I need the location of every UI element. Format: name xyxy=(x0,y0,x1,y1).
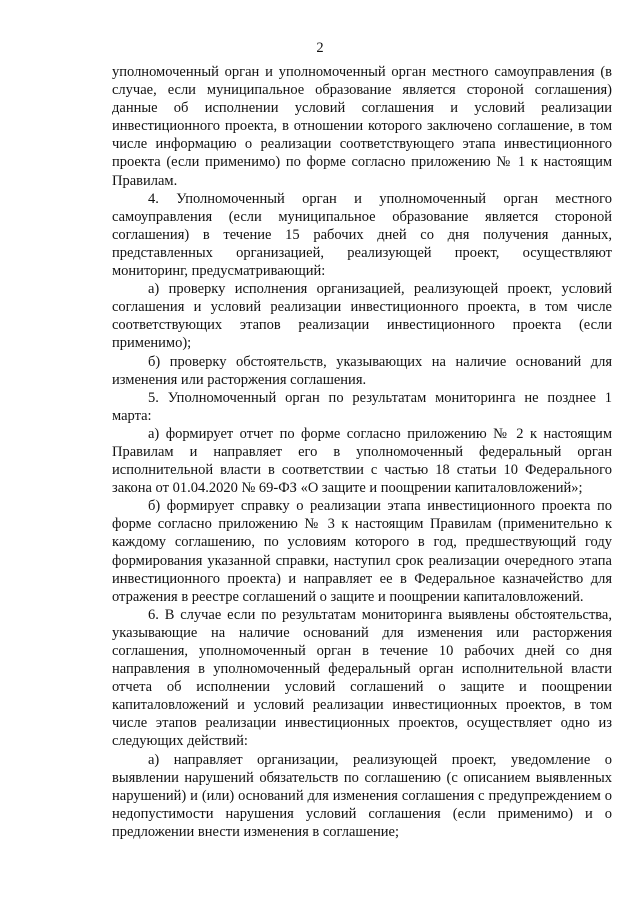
document-body xyxy=(112,63,612,841)
paragraph-item-4a: а) проверку исполнения организацией, реализующей проект, условий соглашения и условий реализации инвестиционного проекта, в том числе соответствующих этапов реализации инвестиционного проекта (если применимо); xyxy=(112,281,612,352)
paragraph-item-5: 5. Уполномоченный орган по результатам мониторинга не позднее 1 марта: xyxy=(112,389,612,424)
paragraph-item-5a: а) формирует отчет по форме согласно приложению № 2 к настоящим Правилам и направляет его в уполномоченный федеральный орган исполнительной власти в соответствии с частью 18 статьи 10 Федерального закона от 01.04.2020 № 69-ФЗ «О защите и поощрении капиталовложений»; xyxy=(112,425,612,497)
paragraph-item-5b: б) формирует справку о реализации этапа инвестиционного проекта по форме согласно приложению № 3 к настоящим Правилам (применительно к каждому соглашению, по условиям которого в год, предшествующий году формирования указанной справки, наступил срок реализации очередного этапа инвестиционного проекта) и направляет ее в Федеральное казначейство для отражения в реестре соглашений о защите и поощрении капиталовложений. xyxy=(112,498,612,605)
paragraph-continuation: уполномоченный орган и уполномоченный орган местного самоуправления (в случае, если муниципальное образование является стороной соглашения) данные об исполнении условий соглашения и условий реализации инвестиционного проекта, в отношении которого заключено соглашение, в том числе информацию о реализации соответствующего этапа инвестиционного проекта (если применимо) по форме согласно приложению № 1 к настоящим Правилам. xyxy=(112,64,612,189)
paragraph-item-4: 4. Уполномоченный орган и уполномоченный орган местного самоуправления (если муниципальное образование является стороной соглашения) в течение 15 рабочих дней со дня получения данных, представленных организацией, реализующей проект, осуществляют мониторинг, предусматривающий: xyxy=(112,190,612,280)
paragraph-item-4b: б) проверку обстоятельств, указывающих на наличие оснований для изменения или расторжения соглашения. xyxy=(112,353,612,388)
paragraph-item-6a: а) направляет организации, реализующей проект, уведомление о выявлении нарушений обязательств по соглашению (с описанием выявленных нарушений) и (или) оснований для изменения соглашения с предупреждением о недопустимости нарушения условий соглашения (если применимо) и о предложении внести изменения в соглашение; xyxy=(112,751,612,840)
page-number: 2 xyxy=(316,40,324,56)
paragraph-item-6: 6. В случае если по результатам мониторинга выявлены обстоятельства, указывающие на наличие оснований для изменения или расторжения соглашения, уполномоченный орган в течение 10 рабочих дней со дня направления в уполномоченный федеральный орган исполнительной власти отчета об исполнении условий соглашений о защите и поощрении капиталовложений и условий реализации инвестиционных проектов, в том числе этапов реализации инвестиционных проектов, осуществляет одно из следующих действий: xyxy=(112,606,612,750)
